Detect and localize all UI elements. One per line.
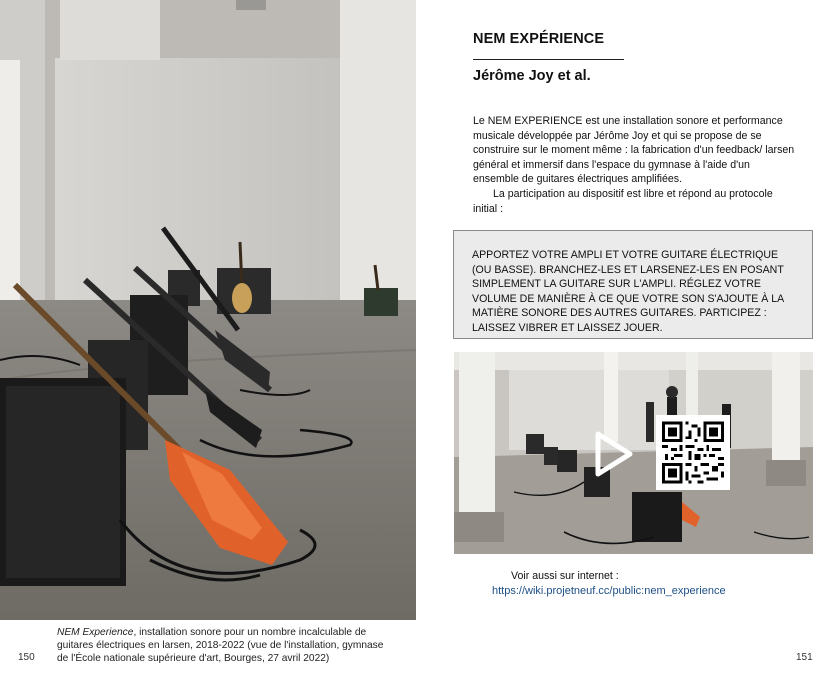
intro-paragraph: Le NEM EXPERIENCE est une installation sonore et performance musicale développée par Jérôme Joy et qui se propose de se construire sur le moment même : la fabrication d'un feedback/ larsen général et immersif dans l'espace du gymnase à l'aide d'un ensemble de guitares électriques amplifiées.	[473, 115, 795, 186]
play-icon[interactable]	[590, 430, 636, 478]
wiki-link[interactable]: https://wiki.projetneuf.cc/public:nem_experience	[492, 585, 726, 597]
page-number-left: 150	[18, 652, 35, 663]
caption-title: NEM Experience	[57, 627, 134, 638]
installation-photo	[0, 0, 416, 620]
photo-caption	[57, 626, 392, 665]
page-number-right: 151	[796, 652, 813, 663]
title-divider	[473, 59, 624, 60]
protocol-text: APPORTEZ VOTRE AMPLI ET VOTRE GUITARE ÉLECTRIQUE (OU BASSE). BRANCHEZ-LES ET LARSENEZ-LES EN POSANT SIMPLEMENT LA GUITARE SUR L'AMPLI. RÉGLEZ VOTRE VOLUME DE MANIÈRE À CE QUE VOTRE SON S'AJOUTE À LA MATIÈRE SONORE DES AUTRES GUITARES. PARTICIPEZ : LAISSEZ VIBRER ET LAISSEZ JOUER.	[472, 249, 784, 334]
author-line: Jérôme Joy et al.	[473, 68, 591, 84]
qr-code-icon	[656, 415, 730, 490]
installation-photo-illustration	[0, 0, 416, 620]
protocol-box	[453, 230, 813, 339]
page-title: NEM EXPÉRIENCE	[473, 31, 605, 47]
caption-text: , installation sonore pour un nombre incalculable de guitares électriques en larsen, 2018-2022 (vue de l'installation, gymnase de l'École nationale supérieure d'art, Bourges, 27 avril 2022)	[57, 627, 384, 664]
intro-text	[473, 114, 798, 216]
intro-paragraph-2: La participation au dispositif est libre et répond au protocole initial :	[473, 187, 773, 215]
see-also-label: Voir aussi sur internet :	[511, 570, 619, 582]
